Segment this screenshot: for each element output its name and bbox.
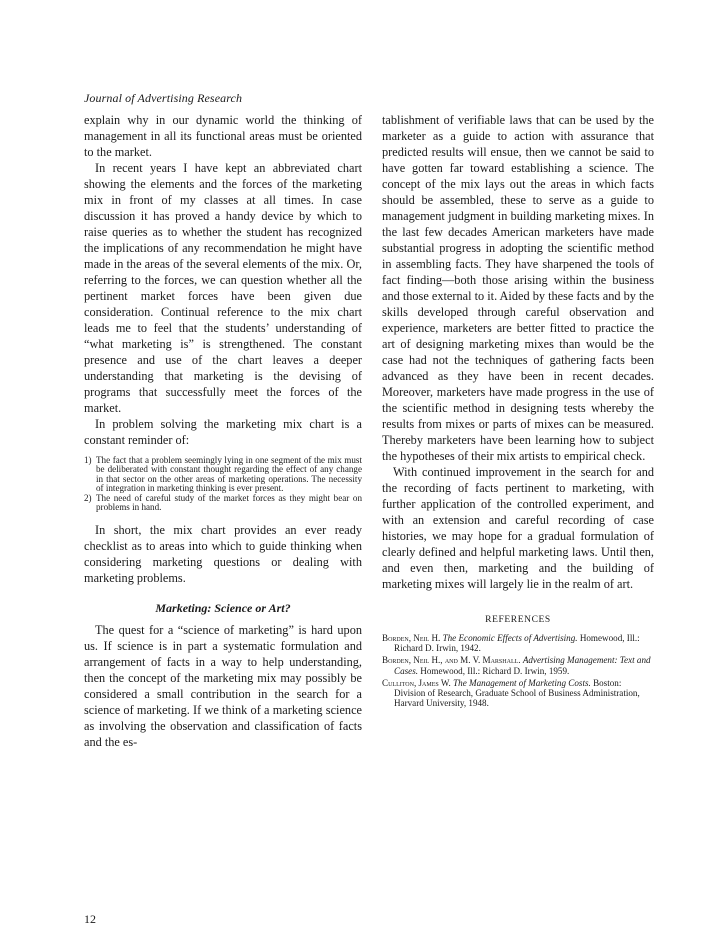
left-para-2: In recent years I have kept an abbreviated chart showing the elements and the forces of the marketing mix in front of my classes at all times. In case discussion it has proved a handy device by which to raise queries as to whether the student has recognized the implications of any recommendation he might have made in the areas of the several elements of the mix. Or, referring to the forces, we can question whether all the pertinent market forces have been given due consideration. Continual reference to the mix chart leads me to feel that the students’ understanding of “what marketing is” is strengthened. The constant presence and use of the chart leaves a deeper understanding that marketing is the devising of programs that successfully meet the forces of the market. <box>84 161 362 415</box>
reference-title: The Management of Marketing Costs. <box>453 677 591 688</box>
reference-item <box>382 678 654 709</box>
right-para-1: tablishment of verifiable laws that can be used by the marketer as a guide to action with assurance that predicted results will ensue, then we cannot be said to have gotten far toward establishing a science. The concept of the mix lays out the areas in which facts should be assembled, these to serve as a guide to management judgment in building marketing mixes. In the last few decades American marketers have made substantial progress in adopting the scientific method in assembling facts. They have sharpened the tools of fact finding—both those arising within the business and those external to it. Aided by these facts and by the skills developed through careful observation and experience, marketers are better fitted to practice the art of designing marketing mixes than would be the case had not the techniques of gathering facts been advanced as they have been in recent decades. Moreover, marketers have made progress in the use of the scientific method in designing tests whereby the results from mixes or parts of mixes can be measured. Thereby marketers have been learning how to subject the hypotheses of their mix artists to empirical check. <box>382 113 654 463</box>
list-item <box>84 456 362 494</box>
reference-publisher: Boston: Division of Research, Graduate School of Business Administration, Harvard University, 1948. <box>394 677 640 709</box>
reference-title: Advertising Management: Text and Cases. <box>394 655 651 676</box>
reference-author: Culliton, James W. <box>382 677 451 688</box>
list-item-text: The fact that a problem seemingly lying in one segment of the mix must be deliberated with constant thought regarding the effect of any change in that sector on the other areas of marketing operations. The necessity of integration in marketing thinking is ever present. <box>96 455 362 494</box>
left-para-1: explain why in our dynamic world the thinking of management in all its functional areas must be oriented to the market. <box>84 113 362 159</box>
left-para-5: The quest for a “science of marketing” is hard upon us. If science is in part a systematic formulation and arrangement of facts in a way to help understanding, then the concept of the marketing mix may possibly be considered a small contribution in the search for a science of marketing. If we think of a marketing science as involving the observation and classification of facts and the es- <box>84 623 362 750</box>
reference-author: Borden, Neil H., and M. V. Marshall. <box>382 655 521 666</box>
reference-item <box>382 655 654 675</box>
list-item-text: The need of careful study of the market forces as they might bear on problems in hand. <box>96 492 362 513</box>
section-subheading: Marketing: Science or Art? <box>155 601 291 616</box>
left-para-4: In short, the mix chart provides an ever ready checklist as to areas into which to guide thinking when considering marketing questions or dealing with marketing problems. <box>84 523 362 586</box>
reference-item <box>382 633 654 653</box>
references-heading: REFERENCES <box>485 615 551 625</box>
reference-title: The Economic Effects of Advertising. <box>442 633 578 643</box>
reference-author: Borden, Neil H. <box>382 633 441 643</box>
left-column <box>84 112 362 750</box>
list-item <box>84 494 362 513</box>
running-head: Journal of Advertising Research <box>84 91 243 105</box>
left-para-3: In problem solving the marketing mix chart is a constant reminder of: <box>84 417 362 447</box>
list-item-number: 1) <box>84 455 92 465</box>
list-item-number: 2) <box>84 492 92 503</box>
page-number: 12 <box>84 912 96 926</box>
reference-publisher: Homewood, Ill.: Richard D. Irwin, 1959. <box>420 665 570 676</box>
right-column <box>382 112 654 710</box>
numbered-list <box>84 456 362 512</box>
right-para-2: With continued improvement in the search for and the recording of facts pertinent to marketing, with further application of the controlled experiment, and with an extension and careful recording of case histories, we may hope for a gradual formulation of clearly defined and helpful marketing laws. Until then, and even then, marketing and the building of marketing mixes will largely lie in the realm of art. <box>382 465 654 591</box>
reference-publisher: Homewood, Ill.: Richard D. Irwin, 1942. <box>394 633 640 654</box>
